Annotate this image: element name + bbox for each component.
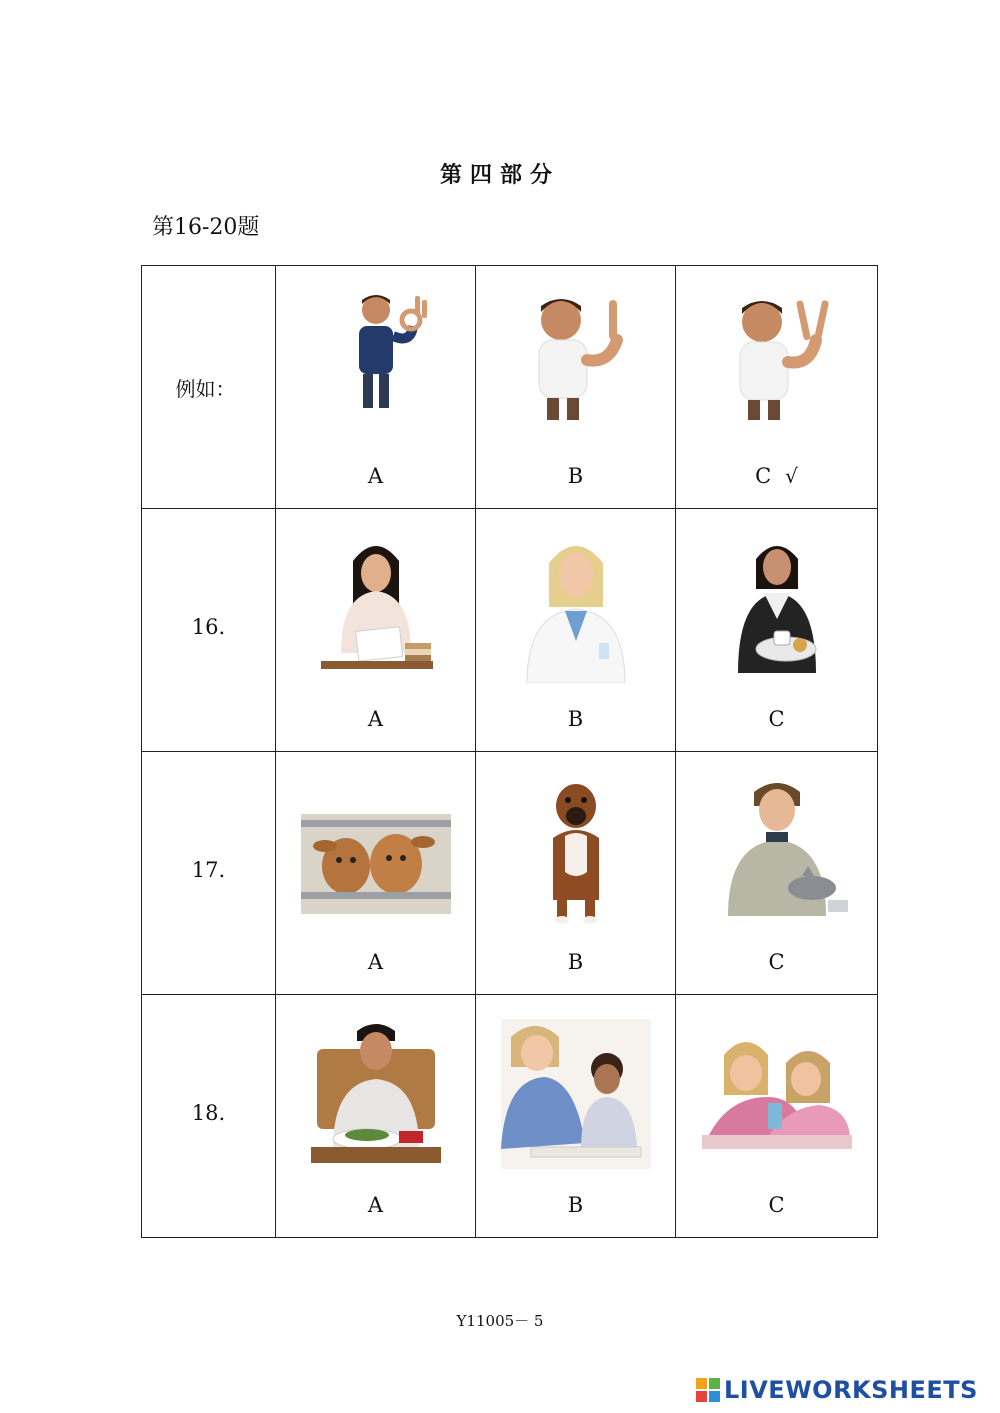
boy-with-cat-image (702, 776, 852, 926)
option-cell-c[interactable] (676, 509, 878, 752)
question-table (141, 265, 878, 1238)
option-cell-b[interactable] (476, 266, 676, 509)
table-row-example (142, 266, 878, 509)
option-letter: C (768, 1193, 785, 1217)
check-mark-icon: √ (785, 464, 798, 488)
calves-at-fence-image (301, 776, 451, 926)
row-label-cell (142, 752, 276, 995)
option-cell-b[interactable] (476, 509, 676, 752)
waitress-with-tray-image (702, 533, 852, 683)
option-cell-c[interactable] (676, 752, 878, 995)
female-doctor-image (501, 533, 651, 683)
man-two-fingers-image (702, 290, 852, 440)
option-letter: A (367, 707, 384, 731)
option-letter: B (567, 707, 584, 731)
row-label-cell (142, 995, 276, 1238)
row-label: 17. (191, 858, 226, 882)
option-letter: C (755, 464, 772, 488)
option-cell-a[interactable] (276, 995, 476, 1238)
mother-helping-girl-image (501, 1019, 651, 1169)
boy-eating-salad-image (301, 1019, 451, 1169)
liveworksheets-logo-icon (696, 1378, 720, 1402)
option-letter: A (367, 464, 384, 488)
brand-watermark (696, 1376, 978, 1404)
option-letter: A (367, 950, 384, 974)
man-one-finger-image (501, 290, 651, 440)
table-row-17 (142, 752, 878, 995)
page-footer: Y11005－ 5 (456, 1312, 544, 1330)
row-label: 16. (191, 615, 226, 639)
option-letter-with-check (676, 464, 877, 488)
man-ok-gesture-image (301, 290, 451, 440)
option-letter: B (567, 1193, 584, 1217)
option-cell-b[interactable] (476, 752, 676, 995)
row-label: 例如： (175, 377, 236, 401)
option-cell-a[interactable] (276, 266, 476, 509)
option-cell-b[interactable] (476, 995, 676, 1238)
brand-name: LIVEWORKSHEETS (724, 1376, 978, 1404)
option-letter: C (768, 950, 785, 974)
row-label: 18. (191, 1101, 226, 1125)
option-cell-a[interactable] (276, 509, 476, 752)
table-row-16 (142, 509, 878, 752)
row-label-cell (142, 509, 276, 752)
question-range: 第16-20题 (152, 215, 260, 240)
option-letter: B (567, 950, 584, 974)
option-cell-a[interactable] (276, 752, 476, 995)
option-letter: C (768, 707, 785, 731)
option-cell-c[interactable] (676, 995, 878, 1238)
woman-reading-at-desk-image (301, 533, 451, 683)
two-girls-drinking-image (702, 1019, 852, 1169)
row-label-cell (142, 266, 276, 509)
boxer-dog-image (501, 776, 651, 926)
option-cell-c[interactable] (676, 266, 878, 509)
table-row-18 (142, 995, 878, 1238)
option-letter: B (567, 464, 584, 488)
section-title: 第四部分 (439, 162, 560, 188)
option-letter: A (367, 1193, 384, 1217)
